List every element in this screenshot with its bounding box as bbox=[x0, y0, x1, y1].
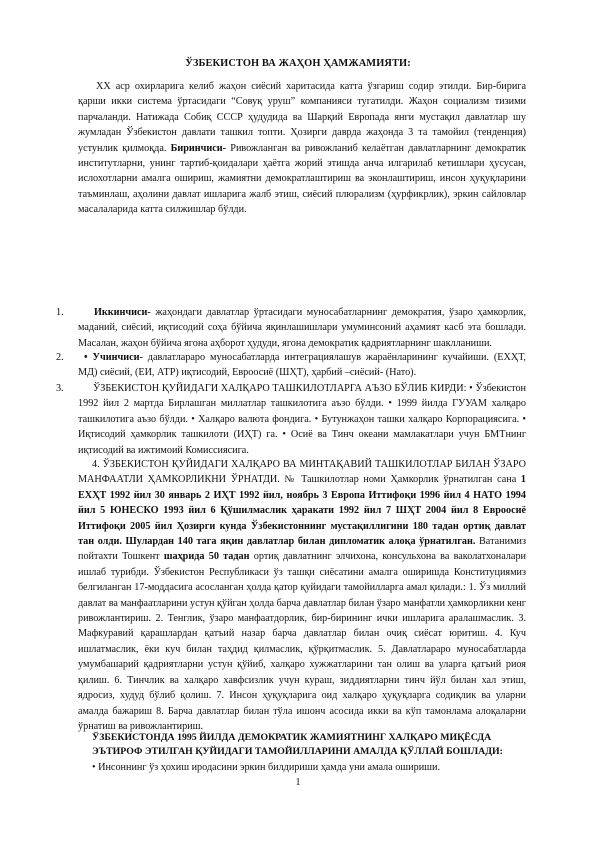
list-item-text bbox=[78, 350, 526, 381]
list-item-bold: Иккинчиси- bbox=[94, 307, 151, 318]
list-item-number: 3. bbox=[56, 383, 64, 394]
organizations-bold-2: шаҳрида 50 тадан bbox=[163, 551, 250, 563]
intro-paragraph bbox=[78, 79, 526, 218]
list-item-body: давлатлараро муносабатларда интеграциялашув жараёнларининг кучайиши. (ЕХҲТ, МД) сиёсий, (ЕИ, АТР) иқтисодий, Евроосиё (ШҲТ), ҳарбий –сиёсий- (Нато). bbox=[78, 352, 526, 379]
organizations-paragraph bbox=[78, 457, 526, 734]
organizations-bold-1: 1 ЕХҲТ 1992 йил 30 январь 2 ИҲТ 1992 йил, ноябрь 3 Европа Иттифоқи 1996 йил 4 НАТО 1994 йил 5 ЮНЕСКО 1993 йил 6 Қўшилмаслик ҳаракати 1992 йил 7 ШҲТ 2004 йил 8 Евроосиё Иттифоқи 2005 йил Ҳозирги кунда Ўзбекистоннинг мустақиллигини 180 тадан ортиқ давлат тан олди. Шулардан 140 тага яқин давлатлар билан дипломатик алоқа ўрнатилган. bbox=[78, 474, 526, 548]
section-heading: ЎЗБЕКИСТОНДА 1995 ЙИЛДА ДЕМОКРАТИК ЖАМИЯТНИНГ ХАЛҚАРО МИҚЁСДА ЭЪТИРОФ ЭТИЛГАН ҚУЙИДАГИ ТАМОЙИЛЛАРИНИ АМАЛДА ҚЎЛЛАЙ БОШЛАДИ: bbox=[92, 732, 503, 757]
page-title: ЎЗБЕКИСТОН ВА ЖАҲОН ҲАМЖАМИЯТИ: bbox=[185, 58, 411, 69]
intro-bold-first: Биринчиси- bbox=[170, 142, 227, 154]
list-item-3 bbox=[56, 381, 526, 458]
list-item-1 bbox=[56, 305, 526, 351]
intro-text-1: XX аср охирларига келиб жаҳон сиёсий харитасида катта ўзгариш содир этилди. Бир-бирига қарши икки система ўртасидаги “Совуқ уруш” компанияси тугатилди. Жаҳон социализм тизими парчаланди. Натижада Собиқ СССР ҳудудида ва Шарқий Европада янги мустақил давлатлар шу жумладан Ўзбекистон давлати ташкил топти. Ҳозирги даврда жаҳонда 3 та тамойил (тенденция) устунлик қилмоқда. bbox=[78, 81, 526, 154]
page-number: 1 bbox=[295, 777, 301, 788]
organizations-lead: 4. ЎЗБЕКИСТОН ҚУЙИДАГИ ХАЛҚАРО ВА МИНТАҚАВИЙ ТАШКИЛОТЛАР БИЛАН ЎЗАРО МАНФААТЛИ ҲАМКОРЛИКНИ ЎРНАТДИ. № Ташкилотлар номи Ҳамкорлик ўрнатилган сана bbox=[78, 459, 526, 486]
list-item-text bbox=[78, 305, 526, 351]
organizations-text-1: Ватанимиз пойтахти Тошкент bbox=[78, 536, 526, 563]
organizations-text-2: ортиқ давлатнинг элчихона, консульхона ва ваколатхоналари ишлаб турибди. Ўзбекистон Республикаси ўз ташқи сиёсатини амалга оширишда Конституциямиз белгиланган 17-моддасига асосланган ҳолда қатор қуйидаги тамойилларга амал қилади.: 1. Ўз миллий давлат ва манфаатларини устун қўйган ҳолда барча давлатлар билан ўзаро манфатли ҳамкорликни кенг ривожлантириш. 2. Тенглик, ўзаро манфаатдорлик, бир-бирининг ички ишларига аралашмаслик. 3. Мафкуравий қарашлардан қатъий назар барча давлатлар билан очиқ сиёсат юритиш. 4. Куч ишлатмаслик, ёки куч билан таҳдид қилмаслик, қўрқитмаслик. 5. Давлатлараро муносабатларда умумбашарий қадриятларни устун қўйиб, халқаро хужжатларини тан олиш ва уларга қатъий риоя қилиш. 6. Тинчлик ва халқаро хавфсизлик учун кураш, зиддиятларни тинч йўл билан хал этиш, ядросиз, худуд бўлиб қолиш. 7. Инсон ҳуқуқларига оид халқаро ҳуқуқларга содиқлик ва уларни амалда бажариш 8. Барча давлатлар билан тўла ишонч асосида икки ва кўп тамонлама алоқаларни ўрнатиш ва ривожлантириш. bbox=[78, 551, 527, 732]
list-item-number: 1. bbox=[56, 307, 64, 318]
intro-text-2: Ривожланган ва ривожланиб келаётган давлатларнинг демократик институтларни, унинг тартиб-қоидалари ҳаётга жорий этишда анча илгарилаб кетишлари ҳусусан, ислохотларни амалга ошириш, жамиятни демократлаштириш ва эконлаштириш, инсон ҳуқуқларини таъминлаш, аҳолини давлат ишларига жалб этиш, сиёсий плюрализм (ҳурфикрлик), эркин сайловлар масалаларида катта силжишлар бўлди. bbox=[78, 142, 526, 216]
list-item-number: 2. bbox=[56, 352, 64, 363]
list-item-text bbox=[78, 381, 526, 458]
bullet-item: • Инсоннинг ўз ҳохиш иродасини эркин билдириши ҳамда уни амала ошириши. bbox=[92, 762, 440, 773]
list-item-body: жаҳондаги давлатлар ўртасидаги муносабатларнинг демократия, ўзаро ҳамкорлик, маданий, сиёсий, иқтисодий соҳа бўйича яқинлашишлари умуминсоний аҳамият касб эта бошлади. Масалан, жаҳон бўйича ягона аҳборот ҳудуди, ягона демократик қадриятларнинг шаклланиши. bbox=[78, 307, 526, 349]
list-item-body: ЎЗБЕКИСТОН ҚУЙИДАГИ ХАЛҚАРО ТАШКИЛОТЛАРГА АЪЗО БЎЛИБ КИРДИ: • Ўзбекистон 1992 йил 2 мартда Бирлашган миллатлар ташкилотига аъзо бўлди. • 1999 йилда ГУУАМ халқаро ташкилотига аъзо бўлди. • Халқаро валюта фондига. • Бутунжаҳон ташки халқаро Корпорациясига. • Иқтисодий ҳамкорлик ташкилоти (ИҲТ) га. • Осиё ва Тинч океани мамлакатлари учун БМТнинг иқтисодий ва ижтимоий Комиссиясига. bbox=[78, 383, 526, 456]
list-item-2 bbox=[56, 350, 526, 381]
list-item-bold: • Учинчиси- bbox=[84, 352, 143, 363]
